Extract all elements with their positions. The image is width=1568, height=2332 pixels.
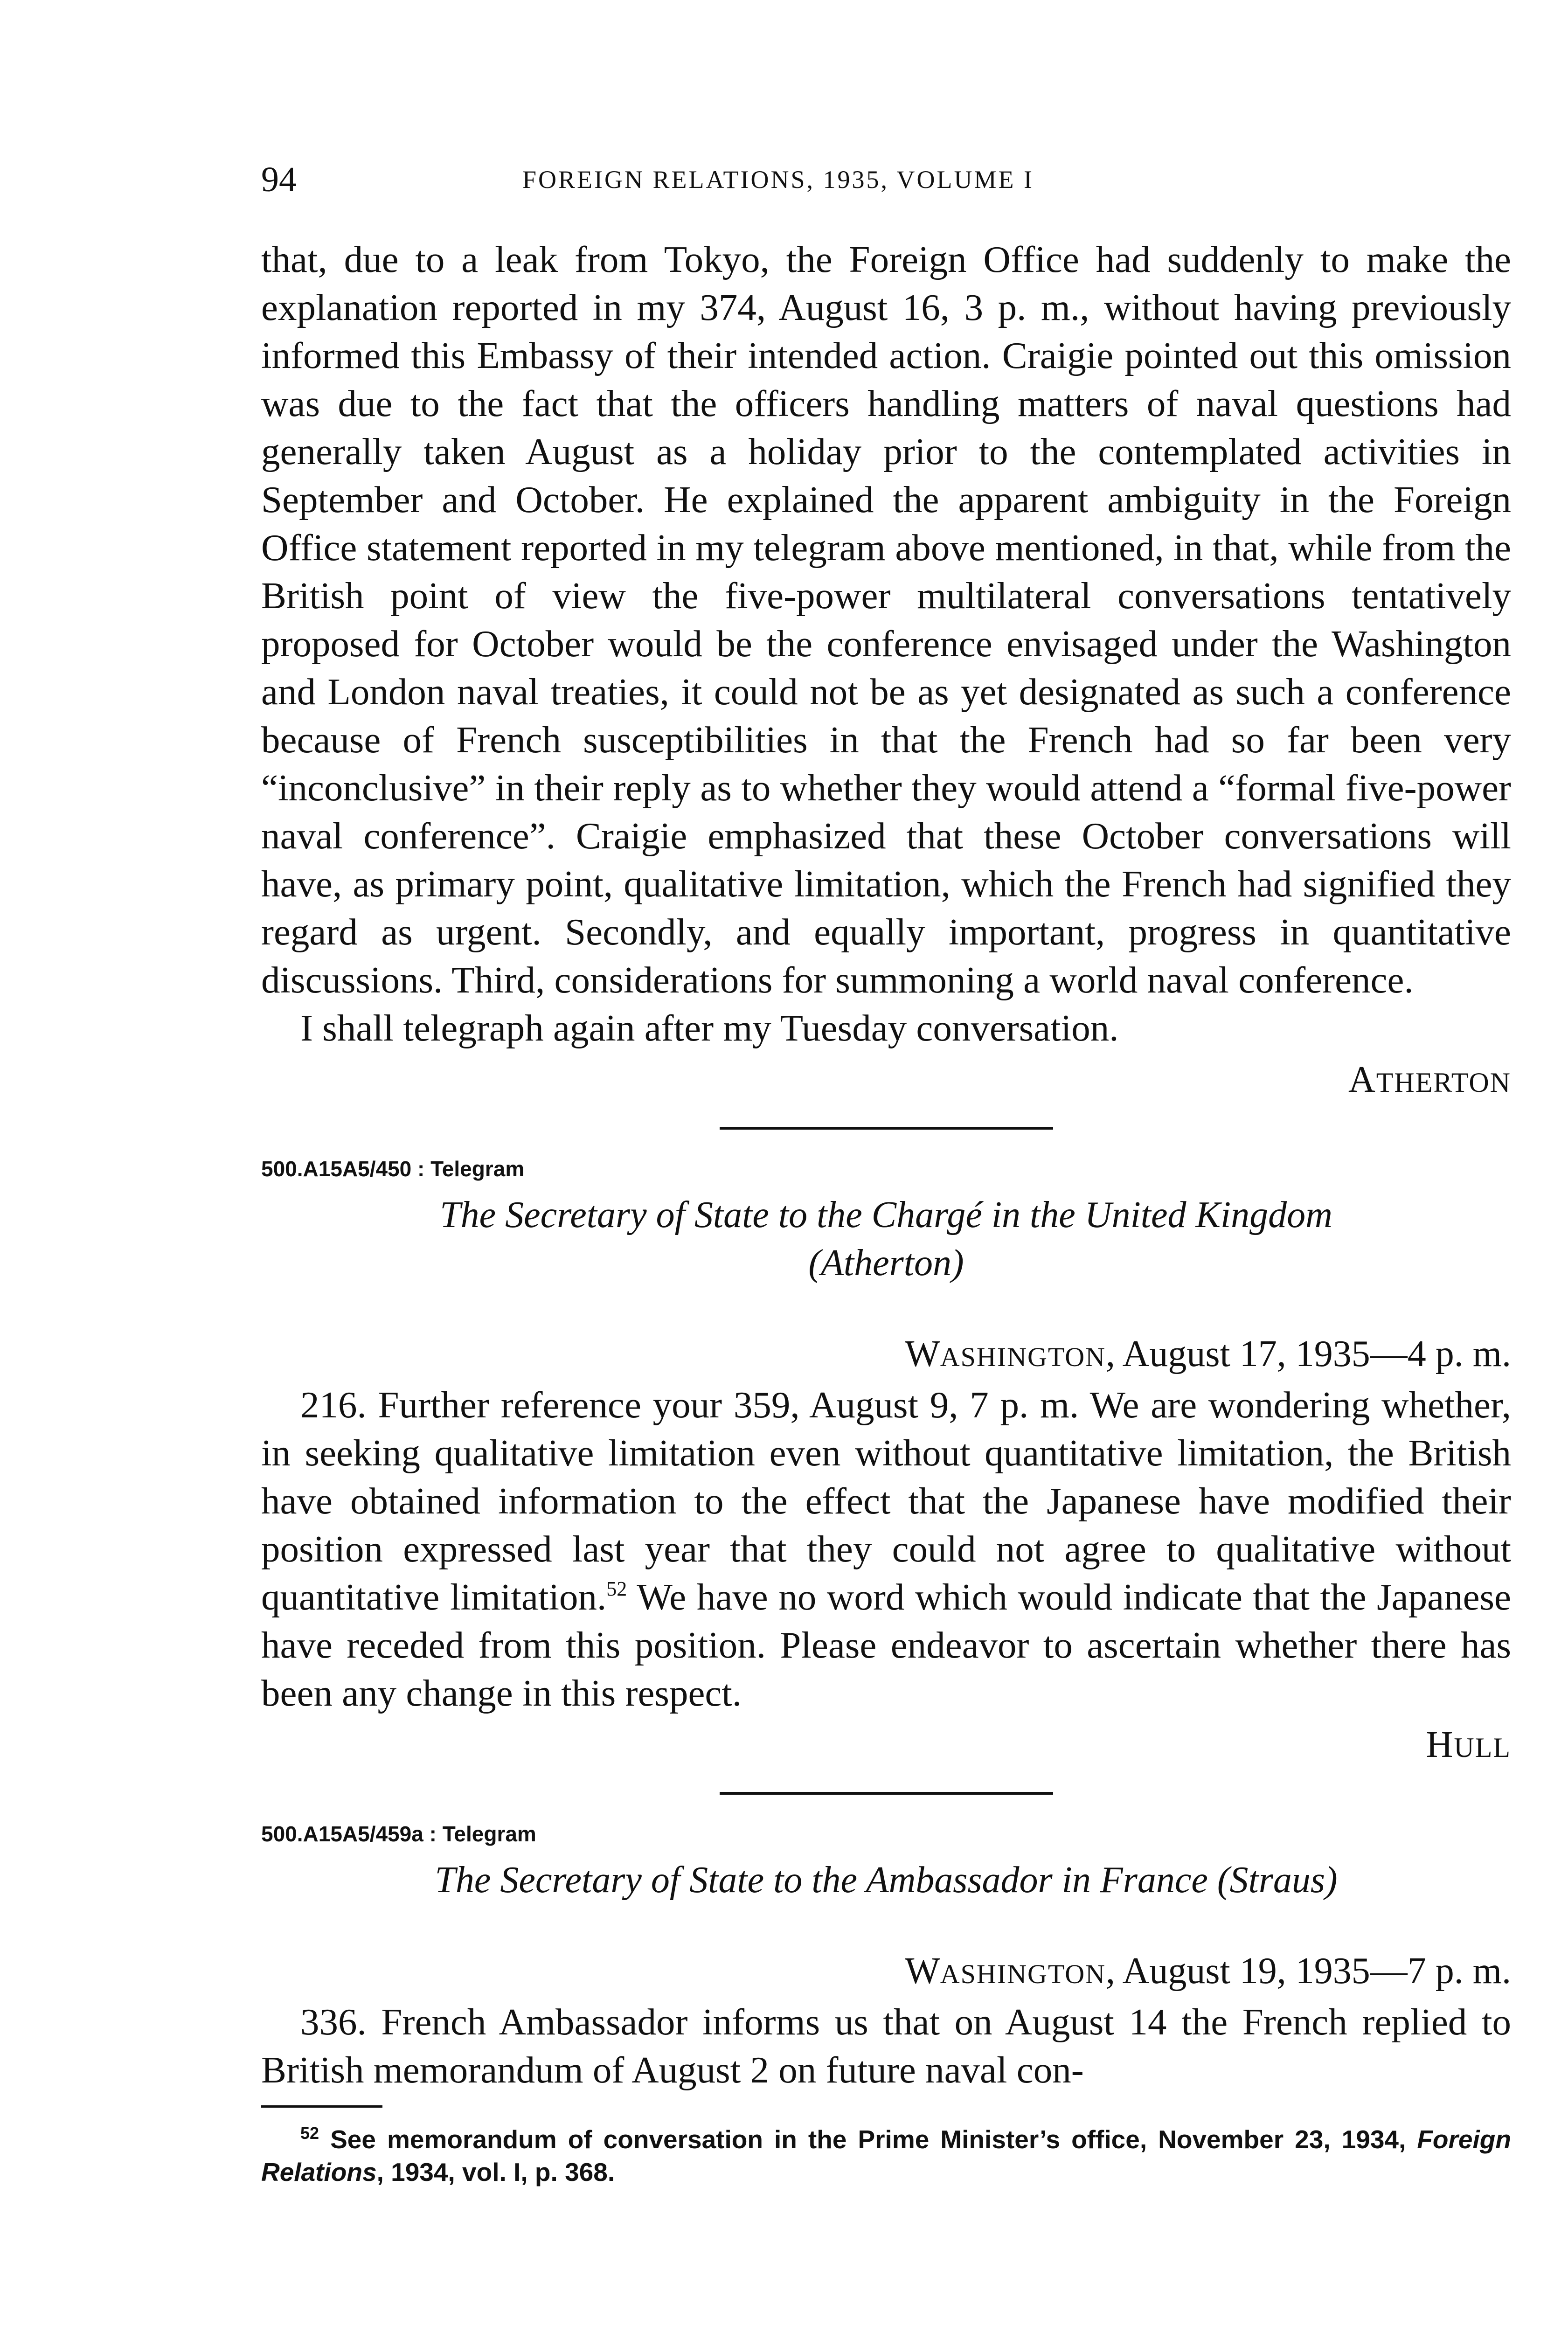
dateline-place-initial: W [905, 1950, 940, 1992]
footnote-mark: 52 [300, 2124, 319, 2143]
running-title: FOREIGN RELATIONS, 1935, VOLUME I [522, 166, 1034, 194]
telegram-paragraph [261, 1381, 1511, 1717]
footnote-text-part-2: , 1934, vol. I, p. 368. [376, 2158, 615, 2186]
dateline [261, 1330, 1511, 1381]
dateline-place-rest: ASHINGTON [940, 1959, 1106, 1989]
signature-initial: H [1426, 1724, 1454, 1765]
section-divider [720, 1127, 1053, 1130]
signature-rest: ULL [1454, 1732, 1511, 1763]
paragraph-text-part-2: We have no word which would indicate that the Japanese have receded from this position. Please endeavor to ascertain whether there has been any change in this respect. [261, 1576, 1511, 1714]
signature-initial: A [1348, 1059, 1376, 1100]
footnote-italic-title: Foreign Relations [261, 2125, 1511, 2186]
signature-hull [261, 1724, 1511, 1769]
document-title: The Secretary of State to the Ambassador in France (Straus) [435, 1860, 1338, 1901]
dateline-place-initial: W [905, 1333, 940, 1374]
title-line-1: The Secretary of State to the Chargé in the United Kingdom [440, 1194, 1332, 1235]
file-reference: 500.A15A5/450 : Telegram [261, 1157, 525, 1181]
dateline-place-rest: ASHINGTON [940, 1342, 1106, 1372]
page-number: 94 [261, 160, 297, 199]
page-header [261, 159, 1511, 201]
closing-sentence: I shall telegraph again after my Tuesday conversation. [300, 1007, 1119, 1049]
dateline-date: , August 17, 1935—4 p. m. [1106, 1333, 1511, 1374]
telegram-paragraph: 336. French Ambassador informs us that on August 14 the French replied to British memorandum of August 2 on future naval con- [261, 2001, 1511, 2091]
page-body [261, 236, 1511, 2188]
document-title [261, 1191, 1511, 1287]
file-reference: 500.A15A5/459a : Telegram [261, 1822, 536, 1846]
footnote [261, 2117, 1511, 2188]
dateline [261, 1947, 1511, 1998]
footnote-divider [261, 2105, 382, 2108]
paragraph-text-part-1: 216. Further reference your 359, August 9, 7 p. m. We are wondering whether, in seeking qualitative limitation even without quantitative limitation, the British have obtained information to the effect that the Japanese have modified their position expressed last year that they could not agree to qualitative without quantitative limitation. [261, 1384, 1511, 1618]
section-divider [720, 1792, 1053, 1795]
title-line-2: (Atherton) [808, 1242, 964, 1284]
footnote-text-part-1: See memorandum of conversation in the Prime Minister’s office, November 23, 1934, [319, 2125, 1417, 2154]
dateline-date: , August 19, 1935—7 p. m. [1106, 1950, 1511, 1992]
signature-rest: THERTON [1376, 1067, 1511, 1098]
continued-paragraph: that, due to a leak from Tokyo, the Foreign Office had suddenly to make the explanation reported in my 374, August 16, 3 p. m., without having previously informed this Embassy of their intended action. Craigie pointed out this omission was due to the fact that the officers handling matters of naval questions had generally taken August as a holiday prior to the contemplated activities in September and October. He explained the apparent ambiguity in the Foreign Office statement reported in my telegram above mentioned, in that, while from the British point of view the five-power multilateral conversations tentatively proposed for October would be the conference envisaged under the Washington and London naval treaties, it could not be as yet designated as such a conference because of French susceptibilities in that the French had so far been very “inconclusive” in their reply as to whether they would attend a “formal five-power naval conference”. Craigie emphasized that these October conversations will have, as primary point, qualitative limitation, which the French had signified they regard as urgent. Secondly, and equally important, progress in quantitative discussions. Third, considerations for summoning a world naval conference. [261, 238, 1511, 1001]
signature-atherton [261, 1059, 1511, 1104]
footnote-reference: 52 [606, 1577, 627, 1600]
